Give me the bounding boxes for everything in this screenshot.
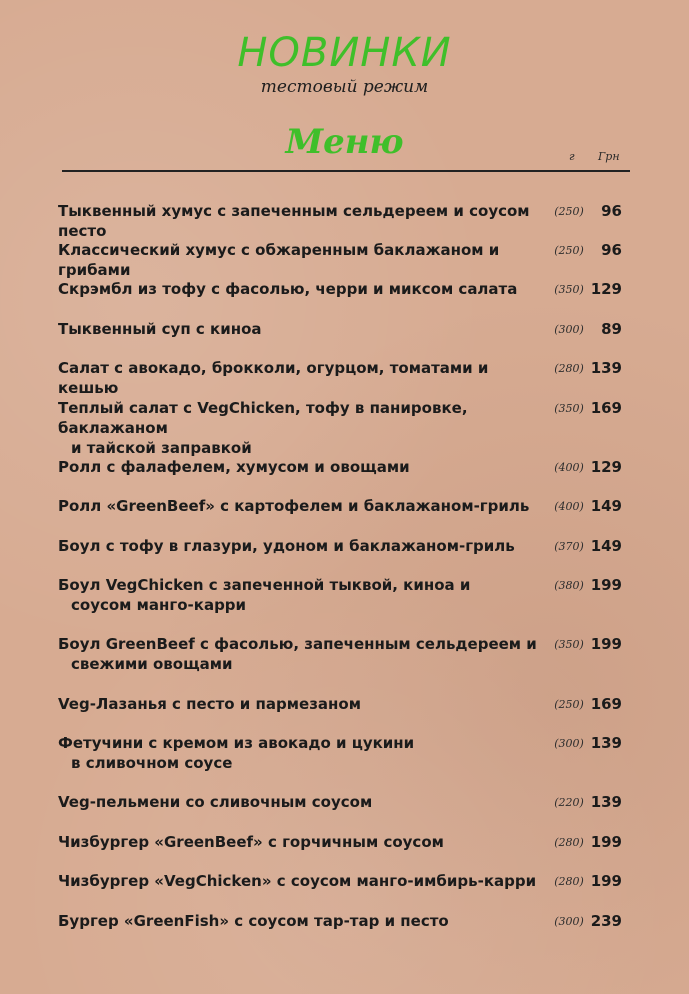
item-name <box>58 240 548 280</box>
item-weight: (350) <box>554 638 584 651</box>
item-name <box>58 911 548 931</box>
item-weight: (350) <box>554 402 584 415</box>
item-name-line1: Ролл «GreenBeef» с картофелем и баклажаном-гриль <box>58 497 530 515</box>
item-price: 89 <box>601 320 622 338</box>
item-weight: (380) <box>554 579 584 592</box>
item-price: 149 <box>590 497 622 515</box>
item-name <box>58 871 548 891</box>
item-name <box>58 457 548 477</box>
item-name-line1: Чизбургер «VegChicken» с соусом манго-имбирь-карри <box>58 872 537 890</box>
item-price: 199 <box>590 872 622 890</box>
item-name <box>58 496 548 516</box>
item-name <box>58 358 548 398</box>
item-price: 149 <box>590 537 622 555</box>
item-name-line1: Боул с тофу в глазури, удоном и баклажаном-гриль <box>58 537 515 555</box>
item-name-line1: Veg-Лазанья с песто и пармезаном <box>58 695 361 713</box>
item-name <box>58 733 548 773</box>
item-weight: (400) <box>554 500 584 513</box>
item-weight: (220) <box>554 796 584 809</box>
item-name-line1: Тыквенный хумус с запеченным сельдереем и соусом песто <box>58 202 530 240</box>
item-name-line2: соусом манго-карри <box>71 596 247 614</box>
item-price: 199 <box>590 635 622 653</box>
page-title: НОВИНКИ <box>237 30 452 76</box>
item-weight: (280) <box>554 875 584 888</box>
header-divider <box>62 170 630 172</box>
item-name-line1: Салат с авокадо, брокколи, огурцом, томатами и кешью <box>58 359 489 397</box>
item-price: 96 <box>601 241 622 259</box>
item-weight: (300) <box>554 915 584 928</box>
item-name-line1: Фетучини с кремом из авокадо и цукини <box>58 734 415 752</box>
item-name-line1: Боул VegChicken с запеченной тыквой, киноа и <box>58 576 471 594</box>
page-subtitle: тестовый режим <box>260 77 429 97</box>
item-name <box>58 634 548 674</box>
item-weight: (280) <box>554 362 584 375</box>
item-price: 139 <box>590 734 622 752</box>
item-weight: (300) <box>554 737 584 750</box>
item-name <box>58 398 548 458</box>
grams-column-header: г <box>569 150 575 163</box>
price-column-header: Грн <box>598 150 620 163</box>
item-weight: (350) <box>554 283 584 296</box>
item-name <box>58 832 548 852</box>
item-name <box>58 201 548 241</box>
item-name-line1: Теплый салат с VegChicken, тофу в панировке, баклажаном <box>58 399 468 437</box>
item-price: 139 <box>590 793 622 811</box>
item-price: 199 <box>590 833 622 851</box>
item-name-line2: в сливочном соусе <box>71 754 233 772</box>
item-name <box>58 319 548 339</box>
item-name-line1: Скрэмбл из тофу с фасолью, черри и миксом салата <box>58 280 518 298</box>
item-weight: (300) <box>554 323 584 336</box>
item-price: 169 <box>590 695 622 713</box>
item-price: 169 <box>590 399 622 417</box>
item-name <box>58 792 548 812</box>
item-name <box>58 694 548 714</box>
item-price: 239 <box>590 912 622 930</box>
item-name-line1: Тыквенный суп с киноа <box>58 320 262 338</box>
item-name-line1: Ролл с фалафелем, хумусом и овощами <box>58 458 410 476</box>
item-weight: (250) <box>554 698 584 711</box>
item-name-line1: Чизбургер «GreenBeef» с горчичным соусом <box>58 833 444 851</box>
item-weight: (370) <box>554 540 584 553</box>
item-name <box>58 575 548 615</box>
item-name-line2: и тайской заправкой <box>71 439 252 457</box>
menu-heading: Меню <box>285 122 404 162</box>
item-price: 96 <box>601 202 622 220</box>
item-name-line1: Бургер «GreenFish» с соусом тар-тар и песто <box>58 912 449 930</box>
item-price: 199 <box>590 576 622 594</box>
item-name-line2: свежими овощами <box>71 655 233 673</box>
item-name-line1: Veg-пельмени со сливочным соусом <box>58 793 373 811</box>
item-weight: (250) <box>554 205 584 218</box>
item-weight: (400) <box>554 461 584 474</box>
item-name <box>58 279 548 299</box>
item-price: 139 <box>590 359 622 377</box>
item-name <box>58 536 548 556</box>
item-name-line1: Боул GreenBeef с фасолью, запеченным сельдереем и <box>58 635 537 653</box>
item-weight: (250) <box>554 244 584 257</box>
item-weight: (280) <box>554 836 584 849</box>
item-price: 129 <box>590 458 622 476</box>
item-name-line1: Классический хумус с обжаренным баклажаном и грибами <box>58 241 500 279</box>
item-price: 129 <box>590 280 622 298</box>
